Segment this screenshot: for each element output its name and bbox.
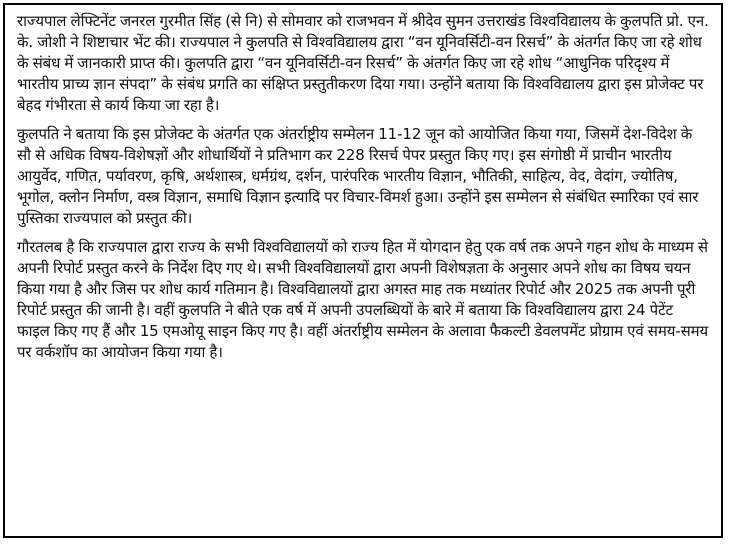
paragraph-governor-meeting: राज्यपाल लेफ्टिनेंट जनरल गुरमीत सिंह (से नि) से सोमवार को राजभवन में श्रीदेव सुमन उत्तराखंड विश्वविद्यालय के कुलपति प्रो. एन. के. जोशी ने शिष्टाचार भेंट की। राज्यपाल ने कुलपति से विश्वविद्यालय द्वारा “वन यूनिवर्सिटी-वन रिसर्च” के अंतर्गत किए जा रहे शोध के संबंध में जानकारी प्राप्त की। कुलपति द्वारा “वन यूनिवर्सिटी-वन रिसर्च” के अंतर्गत किए जा रहे शोध “आधुनिक परिदृश्य में भारतीय प्राच्य ज्ञान संपदा” के संबंध प्रगति का संक्षिप्त प्रस्तुतीकरण दिया गया। उन्होंने बताया कि विश्वविद्यालय द्वारा इस प्रोजेक्ट पर बेहद गंभीरता से कार्य किया जा रहा है। [17, 12, 709, 114]
paragraph-international-conference: कुलपति ने बताया कि इस प्रोजेक्ट के अंतर्गत एक अंतर्राष्ट्रीय सम्मेलन 11-12 जून को आयोजित किया गया, जिसमें देश-विदेश के सौ से अधिक विषय-विशेषज्ञों और शोधार्थियों ने प्रतिभाग कर 228 रिसर्च पेपर प्रस्तुत किए गए। इस संगोष्ठी में प्राचीन भारतीय आयुर्वेद, गणित, पर्यावरण, कृषि, अर्थशास्त्र, धर्मग्रंथ, दर्शन, पारंपरिक भारतीय विज्ञान, भौतिकी, साहित्य, वेद, वेदांग, ज्योतिष, भूगोल, क्लोन निर्माण, वस्त्र विज्ञान, समाधि विज्ञान इत्यादि पर विचार-विमर्श हुआ। उन्होंने इस सम्मेलन से संबंधित स्मारिका एवं सार पुस्तिका राज्यपाल को प्रस्तुत की। [17, 125, 699, 227]
article-frame [3, 3, 723, 538]
paragraph-university-research-directive: गौरतलब है कि राज्यपाल द्वारा राज्य के सभी विश्वविद्यालयों को राज्य हित में योगदान हेतु एक वर्ष तक अपने गहन शोध के माध्यम से अपनी रिपोर्ट प्रस्तुत करने के निर्देश दिए गए थे। सभी विश्वविद्यालयों द्वारा अपनी विशेषज्ञता के अनुसार अपने शोध का विषय चयन किया गया है और जिस पर शोध कार्य गतिमान है। विश्वविद्यालयों द्वारा अगस्त माह तक मध्यांतर रिपोर्ट और 2025 तक अपनी पूरी रिपोर्ट प्रस्तुत की जानी है। वहीं कुलपति ने बीते एक वर्ष में अपनी उपलब्धियों के बारे में बताया कि विश्वविद्यालय द्वारा 24 पेटेंट फाइल किए गए हैं और 15 एमओयू साइन किए गए है। वहीं अंतर्राष्ट्रीय सम्मेलन के अलावा फैकल्टी डेवलपमेंट प्रोग्राम एवं समय-समय पर वर्कशॉप का आयोजन किया गया है। [17, 238, 709, 361]
